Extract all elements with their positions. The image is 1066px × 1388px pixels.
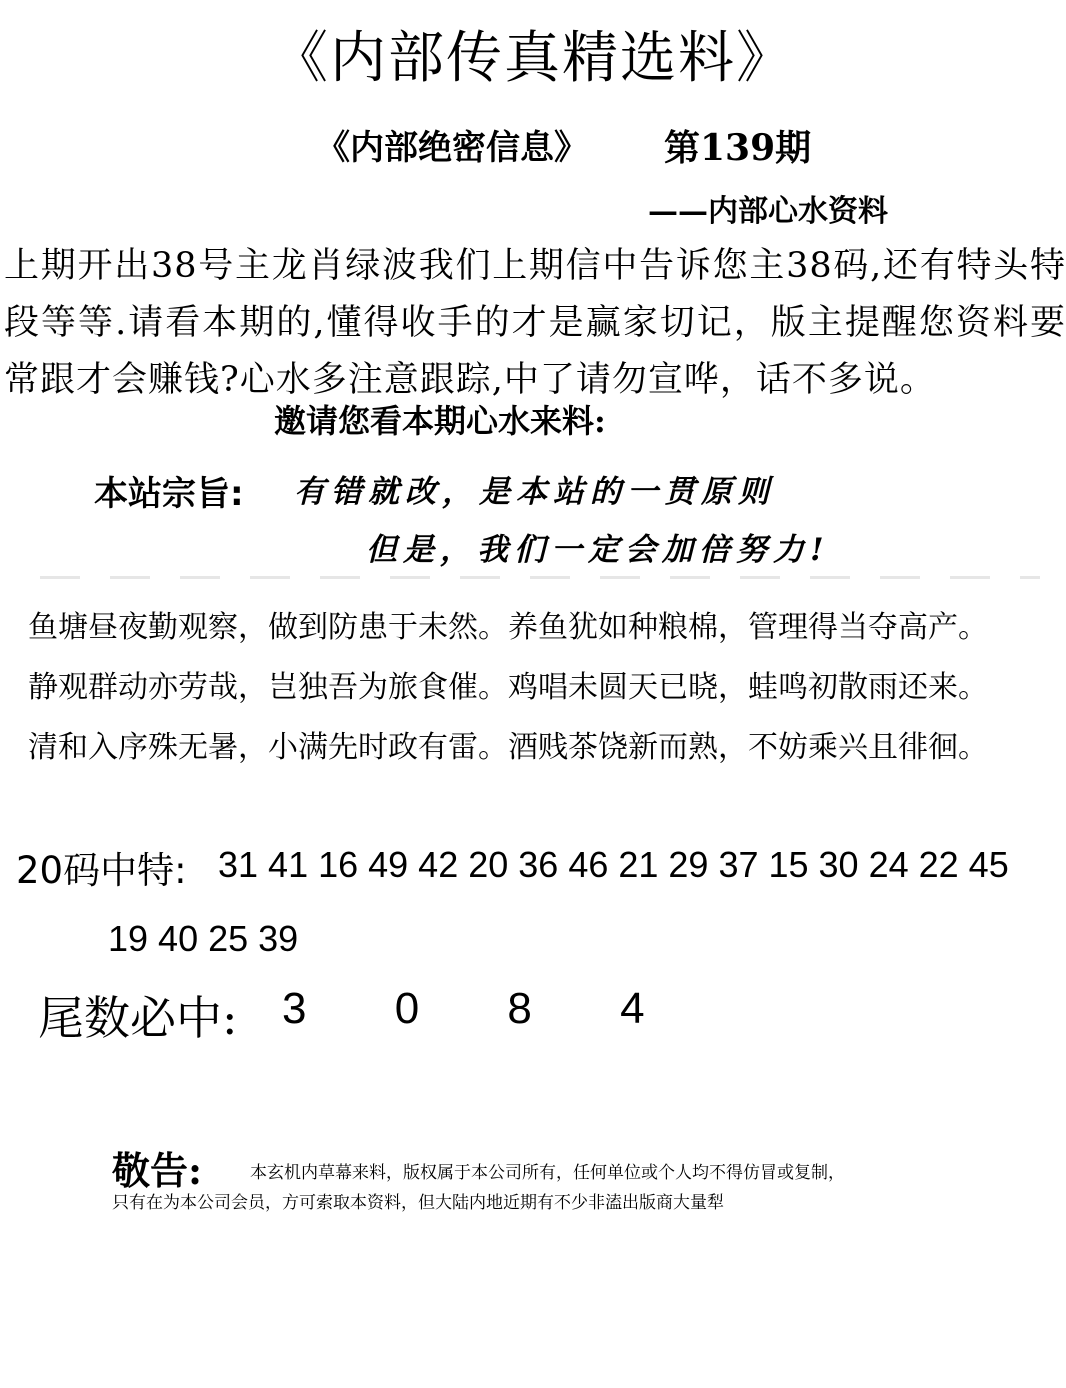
issue-number: 第139期 [664,127,812,169]
sub-title: 《内部绝密信息》 [316,128,588,168]
divider [40,576,1040,579]
motto-line-1: 有错就改，是本站的一贯原则 [294,474,775,510]
intro-paragraph: 上期开出38号主龙肖绿波我们上期信中告诉您主38码,还有特头特段等等.请看本期的,懂得收手的才是赢家切记，版主提醒您资料要常跟才会赚钱?心水多注意跟踪,中了请勿宣哗，话不多说。 [4,246,1066,400]
notice-label: 敬告: [112,1148,203,1193]
source-label: ——内部心水资料 [648,194,888,229]
codes-label: 20码中特: [16,849,187,892]
poem-line-1: 鱼塘昼夜勤观察，做到防患于未然。养鱼犹如种粮棉，管理得当夺高产。 [28,610,988,645]
codes-numbers-line-2: 19 40 25 39 [108,918,299,959]
invite-line: 邀请您看本期心水来料: [274,402,606,440]
motto-label: 本站宗旨: [94,474,244,514]
tail-digits: 3 0 8 4 [282,984,683,1033]
main-title: 《内部传真精选料》 [272,26,794,91]
poem-line-3: 清和入序殊无暑，小满先时政有雷。酒贱茶饶新而熟，不妨乘兴且徘徊。 [28,730,988,765]
motto-line-2: 但是，我们一定会加倍努力! [366,532,830,568]
poem-line-2: 静观群动亦劳哉，岂独吾为旅食催。鸡唱未圆天已晓，蛙鸣初散雨还来。 [28,670,988,705]
notice-line-1: 本玄机内草幕来料，版权属于本公司所有，任何单位或个人均不得仿冒或复制， [250,1163,845,1183]
notice-line-2: 只有在为本公司会员，方可索取本资料，但大陆内地近期有不少非溘出版商大量犁 [112,1193,724,1213]
tail-label: 尾数必中: [38,991,238,1045]
codes-numbers-line-1: 31 41 16 49 42 20 36 46 21 29 37 15 30 24 22 45 [218,844,1009,885]
